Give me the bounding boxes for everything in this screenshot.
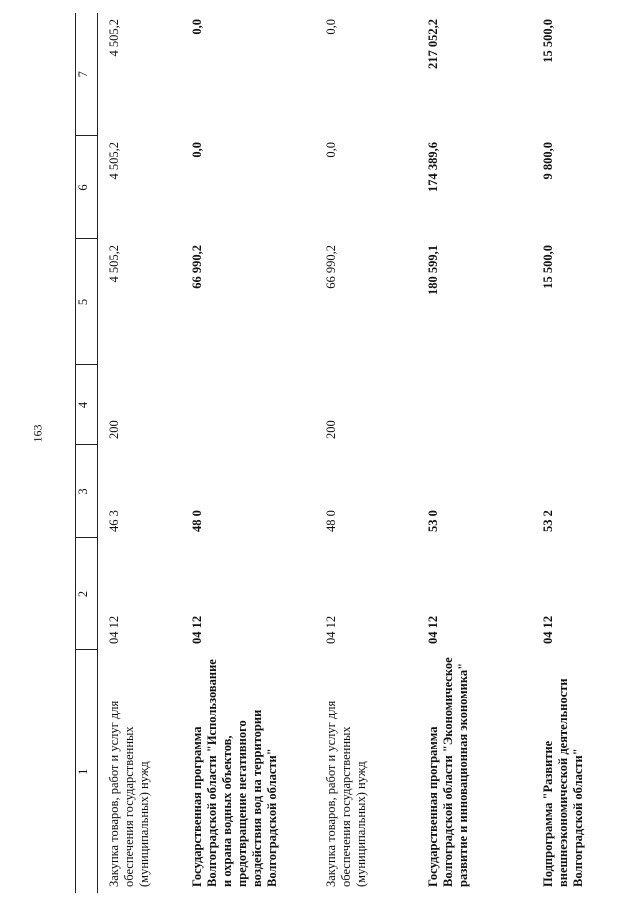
column-header: 7 <box>76 13 98 136</box>
amount-col7: 217 052,2 <box>426 19 440 69</box>
budget-table <box>75 13 639 893</box>
column-header: 1 <box>76 650 98 893</box>
expense-type <box>532 365 639 445</box>
section-code: 04 12 <box>426 615 440 644</box>
expense-type: 200 <box>324 420 338 439</box>
amount-col7: 0,0 <box>190 19 204 35</box>
table-row <box>98 13 182 893</box>
amount-col5: 66 990,2 <box>190 245 204 289</box>
rotated-page <box>75 13 640 893</box>
amount-col5: 4 505,2 <box>107 245 121 283</box>
column-header: 6 <box>76 136 98 239</box>
row-name: Закупка товаров, работ и услуг для обеспечения государственных (муниципальных) нужд <box>107 700 151 887</box>
column-header: 2 <box>76 538 98 650</box>
column-header: 5 <box>76 239 98 365</box>
row-name: Государственная программа Волгоградской области "Использование и охрана водных объектов, предотвращение негативного воздействия вод на территории Волгоградской области" <box>190 659 279 887</box>
amount-col6: 9 800,0 <box>541 142 555 180</box>
page-number: 163 <box>30 424 45 443</box>
table-row <box>315 13 417 893</box>
row-name: Закупка товаров, работ и услуг для обеспечения государственных (муниципальных) нужд <box>324 700 368 887</box>
expense-type: 200 <box>107 420 121 439</box>
amount-col7: 4 505,2 <box>107 19 121 57</box>
row-name: Подпрограмма "Развитие внешнеэкономической деятельности Волгоградской области" <box>541 678 585 887</box>
target-code: 53 0 <box>426 510 440 532</box>
target-code: 46 3 <box>107 510 121 532</box>
table-row <box>181 13 315 893</box>
amount-col6: 0,0 <box>190 142 204 158</box>
amount-col6: 0,0 <box>324 142 338 158</box>
amount-col6: 4 505,2 <box>107 142 121 180</box>
expense-type <box>181 365 315 445</box>
amount-col5: 15 500,0 <box>541 245 555 289</box>
target-code: 48 0 <box>324 510 338 532</box>
section-code: 04 12 <box>107 615 121 644</box>
amount-col5: 66 990,2 <box>324 245 338 289</box>
table-row <box>417 13 532 893</box>
target-code: 53 2 <box>541 510 555 532</box>
section-code: 04 12 <box>324 615 338 644</box>
section-code: 04 12 <box>190 615 204 644</box>
section-code: 04 12 <box>541 615 555 644</box>
amount-col5: 180 599,1 <box>426 245 440 295</box>
header-row <box>76 13 98 893</box>
column-header: 4 <box>76 365 98 445</box>
amount-col7: 0,0 <box>324 19 338 35</box>
table-row <box>532 13 639 893</box>
target-code: 48 0 <box>190 510 204 532</box>
amount-col6: 174 389,6 <box>426 142 440 192</box>
column-header: 3 <box>76 445 98 538</box>
amount-col7: 15 500,0 <box>541 19 555 63</box>
row-name: Государственная программа Волгоградской области "Экономическое развитие и инновационная экономика" <box>426 657 470 887</box>
expense-type <box>417 365 532 445</box>
